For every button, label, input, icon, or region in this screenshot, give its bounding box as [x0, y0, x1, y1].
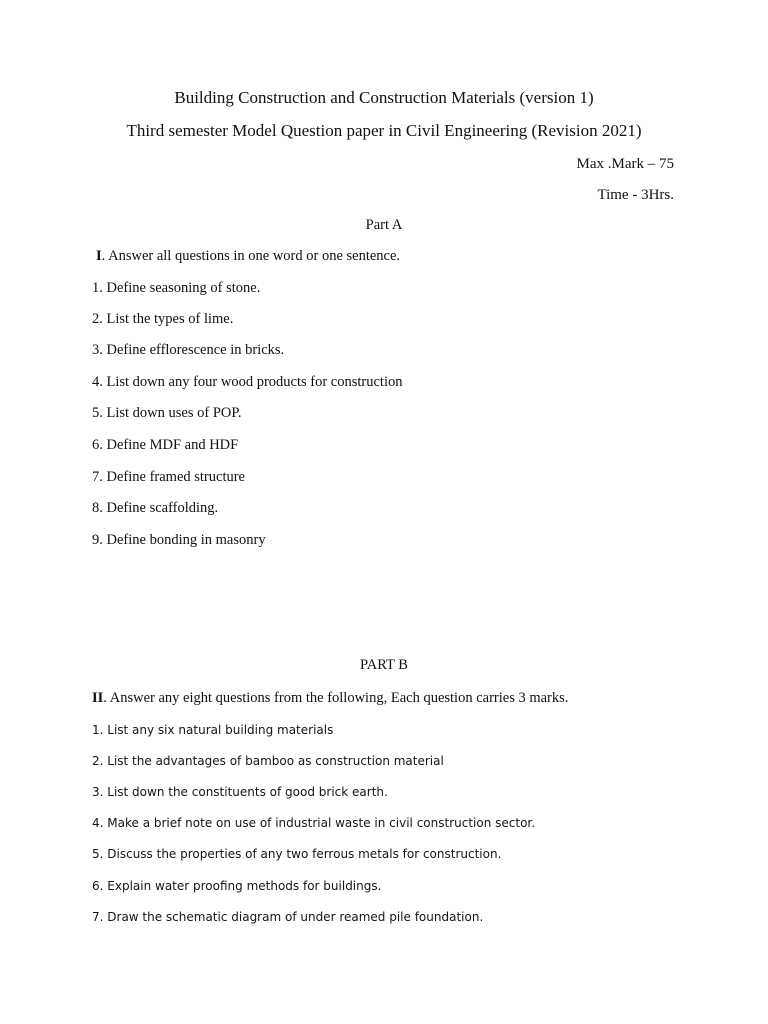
part-b-question: 4. Make a brief note on use of industrial waste in civil construction sector. [92, 816, 536, 830]
part-a-question: 9. Define bonding in masonry [92, 532, 266, 548]
part-a-question: 7. Define framed structure [92, 469, 245, 485]
part-a-question: 2. List the types of lime. [92, 311, 234, 327]
part-b-question: 5. Discuss the properties of any two ferrous metals for construction. [92, 847, 502, 861]
exam-time: Time - 3Hrs. [597, 187, 674, 203]
part-b-question: 3. List down the constituents of good brick earth. [92, 785, 388, 799]
part-b-question: 1. List any six natural building materials [92, 723, 334, 737]
part-a-question: 1. Define seasoning of stone. [92, 280, 261, 296]
part-b-question: 2. List the advantages of bamboo as construction material [92, 754, 444, 768]
part-a-question: 6. Define MDF and HDF [92, 437, 239, 453]
part-b-heading: PART B [360, 657, 408, 673]
part-a-question: 5. List down uses of POP. [92, 405, 242, 421]
part-b-question: 7. Draw the schematic diagram of under reamed pile foundation. [92, 910, 484, 924]
part-a-instruction-text: . Answer all questions in one word or one sentence. [101, 248, 401, 264]
part-a-instruction-number: I [96, 248, 102, 264]
part-a-heading: Part A [365, 217, 403, 233]
max-mark: Max .Mark – 75 [576, 156, 674, 172]
part-a-question: 3. Define efflorescence in bricks. [92, 342, 285, 358]
paper-subtitle: Third semester Model Question paper in Civil Engineering (Revision 2021) [126, 121, 642, 140]
part-b-instruction [92, 690, 568, 707]
part-b-question: 6. Explain water proofing methods for buildings. [92, 879, 382, 893]
part-a-instruction [96, 248, 400, 265]
part-b-instruction-text: . Answer any eight questions from the following, Each question carries 3 marks. [103, 690, 569, 706]
paper-title: Building Construction and Construction Materials (version 1) [174, 88, 594, 107]
part-b-instruction-number: II [92, 690, 104, 706]
part-a-question: 4. List down any four wood products for construction [92, 374, 403, 390]
part-a-question: 8. Define scaffolding. [92, 500, 219, 516]
